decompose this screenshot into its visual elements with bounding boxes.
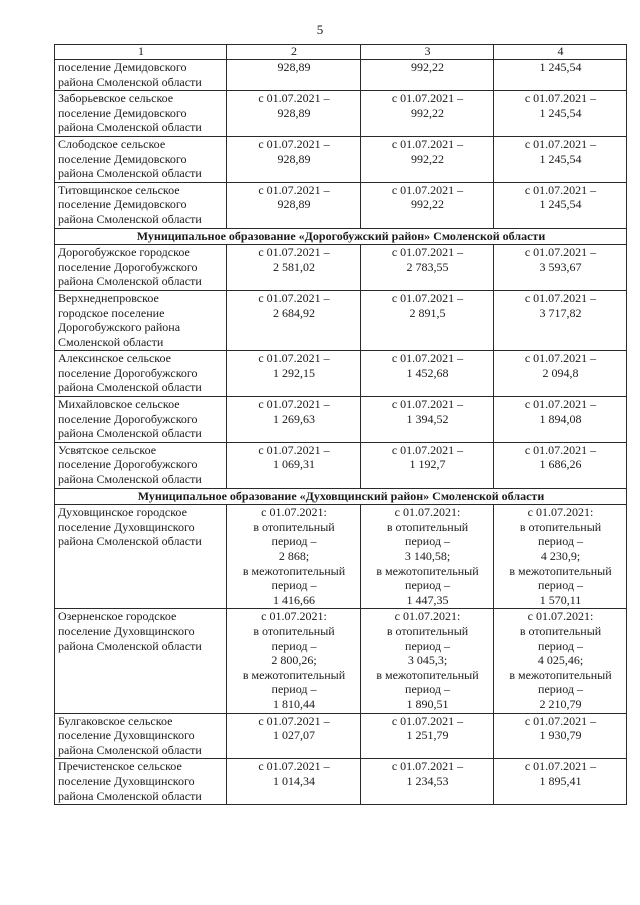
tariff-cell-col4 xyxy=(494,91,627,137)
table-row xyxy=(55,136,627,182)
settlement-name-cell xyxy=(55,245,227,291)
tariff-cell-col4 xyxy=(494,351,627,397)
cell-line: 3 140,58; xyxy=(404,549,451,563)
cell-line: с 01.07.2021 – xyxy=(524,397,597,412)
cell-line: городское поселение xyxy=(58,305,165,320)
table-row xyxy=(55,713,627,759)
cell-line: 1 269,63 xyxy=(273,411,315,426)
tariff-cell-col3 xyxy=(361,136,494,182)
cell-line: 928,89 xyxy=(277,151,311,166)
cell-line: период – xyxy=(405,682,450,697)
tariff-cell-col4 xyxy=(494,136,627,182)
cell-line: с 01.07.2021 – xyxy=(258,136,330,151)
cell-line: поселение Духовщинского xyxy=(58,519,195,534)
settlement-name-cell xyxy=(55,759,227,805)
cell-line: Алексинское сельское xyxy=(58,351,171,366)
tariff-cell-col3 xyxy=(361,442,494,488)
cell-line: с 01.07.2021 – xyxy=(258,759,330,774)
section-header-row xyxy=(55,228,627,245)
tariff-cell-col4 xyxy=(494,609,627,713)
settlement-name-cell xyxy=(55,136,227,182)
cell-line: поселение Демидовского xyxy=(58,151,187,166)
cell-line: 3 717,82 xyxy=(539,305,582,320)
tariff-cell-col2 xyxy=(227,609,361,713)
cell-line: период – xyxy=(405,638,450,653)
cell-line: 1 027,07 xyxy=(273,728,315,743)
cell-line: с 01.07.2021 – xyxy=(258,245,330,260)
table-row xyxy=(55,759,627,805)
cell-line: Смоленской области xyxy=(58,334,164,349)
cell-line: района Смоленской области xyxy=(58,788,202,803)
cell-line: с 01.07.2021 – xyxy=(524,759,597,774)
table-row xyxy=(55,60,627,91)
column-number-3: 3 xyxy=(361,45,494,60)
cell-line: 1 686,26 xyxy=(539,457,582,472)
cell-line: с 01.07.2021 – xyxy=(524,351,597,366)
settlement-name-cell xyxy=(55,290,227,350)
cell-line: Заборьевское сельское xyxy=(58,91,174,106)
tariff-table xyxy=(54,44,627,805)
cell-line: района Смоленской области xyxy=(58,74,202,89)
cell-line: Михайловское сельское xyxy=(58,397,180,412)
settlement-name-cell xyxy=(55,91,227,137)
tariff-cell-col2 xyxy=(227,442,361,488)
table-row xyxy=(55,245,627,291)
cell-line: 4 230,9; xyxy=(540,549,581,563)
tariff-cell-col3 xyxy=(361,290,494,350)
cell-line: период – xyxy=(405,534,450,549)
cell-line: 928,89 xyxy=(277,60,311,74)
tariff-cell-col3 xyxy=(361,351,494,397)
cell-line: в отопительный xyxy=(386,519,469,534)
table-header-row xyxy=(55,45,627,60)
column-number-2: 2 xyxy=(227,45,361,60)
cell-line: с 01.07.2021 – xyxy=(391,713,464,728)
table-row xyxy=(55,182,627,228)
settlement-name-cell xyxy=(55,182,227,228)
cell-line: в отопительный xyxy=(519,519,602,534)
cell-line: поселение Демидовского xyxy=(58,60,187,74)
column-number-1: 1 xyxy=(55,45,227,60)
cell-line: Усвятское сельское xyxy=(58,442,157,457)
cell-line: 3 045,3; xyxy=(407,653,448,668)
cell-line: 1 292,15 xyxy=(273,365,315,380)
cell-line: 2 800,26; xyxy=(271,653,317,668)
cell-line: с 01.07.2021 – xyxy=(391,136,464,151)
tariff-cell-col4 xyxy=(494,442,627,488)
table-row xyxy=(55,91,627,137)
cell-line: 1 447,35 xyxy=(406,592,449,607)
cell-line: Булгаковское сельское xyxy=(58,713,173,728)
cell-line: 1 416,66 xyxy=(273,592,315,607)
cell-line: 992,22 xyxy=(411,60,444,74)
cell-line: Дорогобужского района xyxy=(58,320,181,335)
tariff-cell-col3 xyxy=(361,505,494,609)
cell-line: 2 094,8 xyxy=(542,365,579,380)
cell-line: Озерненское городское xyxy=(58,609,177,624)
cell-line: с 01.07.2021: xyxy=(527,505,594,520)
cell-line: в межотопительный xyxy=(376,667,479,682)
cell-line: с 01.07.2021 – xyxy=(391,442,464,457)
cell-line: с 01.07.2021 – xyxy=(524,245,597,260)
cell-line: 928,89 xyxy=(277,105,311,120)
tariff-cell-col2 xyxy=(227,505,361,609)
settlement-name-cell xyxy=(55,713,227,759)
cell-line: 992,22 xyxy=(411,105,444,120)
cell-line: поселение Духовщинского xyxy=(58,773,195,788)
cell-line: поселение Дорогобужского xyxy=(58,259,198,274)
cell-line: района Смоленской области xyxy=(58,166,202,181)
cell-line: 1 014,34 xyxy=(273,773,315,788)
settlement-name-cell xyxy=(55,60,227,91)
cell-line: района Смоленской области xyxy=(58,211,202,226)
cell-line: 1 192,7 xyxy=(409,457,446,472)
cell-line: 4 025,46; xyxy=(537,653,584,668)
cell-line: поселение Духовщинского xyxy=(58,728,195,743)
cell-line: с 01.07.2021: xyxy=(394,609,461,624)
cell-line: в межотопительный xyxy=(509,563,612,578)
cell-line: с 01.07.2021: xyxy=(394,505,461,520)
section-title: Муниципальное образование «Дорогобужский район» Смоленской области xyxy=(55,228,627,245)
cell-line: поселение Дорогобужского xyxy=(58,457,198,472)
cell-line: с 01.07.2021 – xyxy=(524,713,597,728)
cell-line: с 01.07.2021 – xyxy=(258,713,330,728)
cell-line: 3 593,67 xyxy=(539,259,582,274)
settlement-name-cell xyxy=(55,442,227,488)
table-row xyxy=(55,442,627,488)
cell-line: района Смоленской области xyxy=(58,638,202,653)
cell-line: 1 069,31 xyxy=(273,457,315,472)
tariff-cell-col4 xyxy=(494,759,627,805)
cell-line: 1 890,51 xyxy=(406,696,449,711)
cell-line: с 01.07.2021 – xyxy=(258,91,330,106)
cell-line: с 01.07.2021 – xyxy=(391,351,464,366)
cell-line: 2 868; xyxy=(278,549,310,563)
tariff-cell-col3 xyxy=(361,713,494,759)
tariff-cell-col3 xyxy=(361,60,494,91)
column-number-4: 4 xyxy=(494,45,627,60)
tariff-cell-col2 xyxy=(227,290,361,350)
cell-line: 928,89 xyxy=(277,197,311,212)
cell-line: 992,22 xyxy=(411,151,444,166)
cell-line: 2 891,5 xyxy=(409,305,446,320)
settlement-name-cell xyxy=(55,397,227,443)
cell-line: 1 245,54 xyxy=(539,151,582,166)
cell-line: поселение Дорогобужского xyxy=(58,365,198,380)
cell-line: 2 210,79 xyxy=(539,696,582,711)
tariff-cell-col3 xyxy=(361,397,494,443)
cell-line: Дорогобужское городское xyxy=(58,245,190,260)
cell-line: в межотопительный xyxy=(376,563,479,578)
cell-line: в межотопительный xyxy=(242,667,346,682)
cell-line: с 01.07.2021 – xyxy=(524,182,597,197)
cell-line: в отопительный xyxy=(386,623,469,638)
tariff-cell-col4 xyxy=(494,182,627,228)
cell-line: с 01.07.2021 – xyxy=(258,397,330,412)
cell-line: Духовщинское городское xyxy=(58,505,187,520)
cell-line: 1 394,52 xyxy=(406,411,449,426)
settlement-name-cell xyxy=(55,609,227,713)
cell-line: с 01.07.2021 – xyxy=(391,182,464,197)
cell-line: 1 245,54 xyxy=(539,197,582,212)
cell-line: период – xyxy=(271,534,317,549)
cell-line: с 01.07.2021 – xyxy=(391,245,464,260)
cell-line: Пречистенское сельское xyxy=(58,759,182,774)
cell-line: период – xyxy=(538,534,583,549)
tariff-cell-col2 xyxy=(227,60,361,91)
cell-line: района Смоленской области xyxy=(58,120,202,135)
table-row xyxy=(55,397,627,443)
cell-line: период – xyxy=(538,638,583,653)
cell-line: период – xyxy=(271,578,317,593)
cell-line: района Смоленской области xyxy=(58,426,202,441)
tariff-cell-col4 xyxy=(494,245,627,291)
cell-line: в межотопительный xyxy=(242,563,346,578)
cell-line: с 01.07.2021: xyxy=(261,609,327,624)
cell-line: в отопительный xyxy=(253,519,335,534)
cell-line: период – xyxy=(271,682,317,697)
cell-line: 1 895,41 xyxy=(539,773,582,788)
cell-line: с 01.07.2021: xyxy=(261,505,327,520)
cell-line: период – xyxy=(538,578,583,593)
cell-line: района Смоленской области xyxy=(58,742,202,757)
cell-line: 1 930,79 xyxy=(539,728,582,743)
cell-line: с 01.07.2021 – xyxy=(391,290,464,305)
cell-line: района Смоленской области xyxy=(58,534,202,549)
cell-line: с 01.07.2021 – xyxy=(391,91,464,106)
cell-line: с 01.07.2021 – xyxy=(258,351,330,366)
settlement-name-cell xyxy=(55,505,227,609)
cell-line: 2 581,02 xyxy=(273,259,315,274)
cell-line: период – xyxy=(271,638,317,653)
cell-line: с 01.07.2021 – xyxy=(258,290,330,305)
tariff-cell-col2 xyxy=(227,759,361,805)
tariff-cell-col3 xyxy=(361,609,494,713)
section-header-row xyxy=(55,488,627,505)
table-row xyxy=(55,505,627,609)
tariff-cell-col2 xyxy=(227,136,361,182)
tariff-cell-col3 xyxy=(361,91,494,137)
cell-line: с 01.07.2021 – xyxy=(391,397,464,412)
cell-line: с 01.07.2021 – xyxy=(524,442,597,457)
cell-line: в отопительный xyxy=(253,623,335,638)
tariff-cell-col2 xyxy=(227,245,361,291)
cell-line: с 01.07.2021 – xyxy=(524,136,597,151)
tariff-cell-col2 xyxy=(227,397,361,443)
cell-line: 2 684,92 xyxy=(273,305,315,320)
table-row xyxy=(55,290,627,350)
cell-line: Слободское сельское xyxy=(58,136,166,151)
cell-line: Верхнеднепровское xyxy=(58,290,159,305)
cell-line: с 01.07.2021 – xyxy=(524,91,597,106)
page-number: 5 xyxy=(316,22,324,37)
cell-line: района Смоленской области xyxy=(58,472,202,487)
cell-line: 1 810,44 xyxy=(273,696,315,711)
cell-line: 1 894,08 xyxy=(539,411,582,426)
tariff-cell-col2 xyxy=(227,182,361,228)
cell-line: с 01.07.2021 – xyxy=(524,290,597,305)
cell-line: с 01.07.2021 – xyxy=(258,182,330,197)
cell-line: в межотопительный xyxy=(509,667,612,682)
cell-line: 2 783,55 xyxy=(406,259,449,274)
tariff-cell-col3 xyxy=(361,245,494,291)
cell-line: в отопительный xyxy=(519,623,602,638)
table-row xyxy=(55,351,627,397)
cell-line: 1 245,54 xyxy=(539,105,582,120)
cell-line: 1 251,79 xyxy=(406,728,449,743)
cell-line: поселение Духовщинского xyxy=(58,623,195,638)
cell-line: 1 570,11 xyxy=(539,592,582,607)
tariff-cell-col4 xyxy=(494,290,627,350)
cell-line: с 01.07.2021: xyxy=(527,609,594,624)
cell-line: 1 245,54 xyxy=(539,60,582,74)
tariff-cell-col3 xyxy=(361,182,494,228)
table-row xyxy=(55,609,627,713)
section-title: Муниципальное образование «Духовщинский район» Смоленской области xyxy=(55,488,627,505)
cell-line: 992,22 xyxy=(411,197,444,212)
cell-line: 1 452,68 xyxy=(406,365,449,380)
tariff-cell-col3 xyxy=(361,759,494,805)
cell-line: района Смоленской области xyxy=(58,274,202,289)
cell-line: поселение Дорогобужского xyxy=(58,411,198,426)
tariff-table-body xyxy=(55,45,627,805)
tariff-cell-col4 xyxy=(494,397,627,443)
tariff-cell-col4 xyxy=(494,60,627,91)
tariff-cell-col2 xyxy=(227,713,361,759)
cell-line: поселение Демидовского xyxy=(58,105,187,120)
cell-line: период – xyxy=(405,578,450,593)
tariff-cell-col4 xyxy=(494,713,627,759)
cell-line: района Смоленской области xyxy=(58,380,202,395)
tariff-cell-col2 xyxy=(227,351,361,397)
cell-line: Титовщинское сельское xyxy=(58,182,180,197)
cell-line: с 01.07.2021 – xyxy=(391,759,464,774)
cell-line: с 01.07.2021 – xyxy=(258,442,330,457)
cell-line: период – xyxy=(538,682,583,697)
tariff-cell-col2 xyxy=(227,91,361,137)
cell-line: 1 234,53 xyxy=(406,773,449,788)
tariff-cell-col4 xyxy=(494,505,627,609)
settlement-name-cell xyxy=(55,351,227,397)
cell-line: поселение Демидовского xyxy=(58,197,187,212)
